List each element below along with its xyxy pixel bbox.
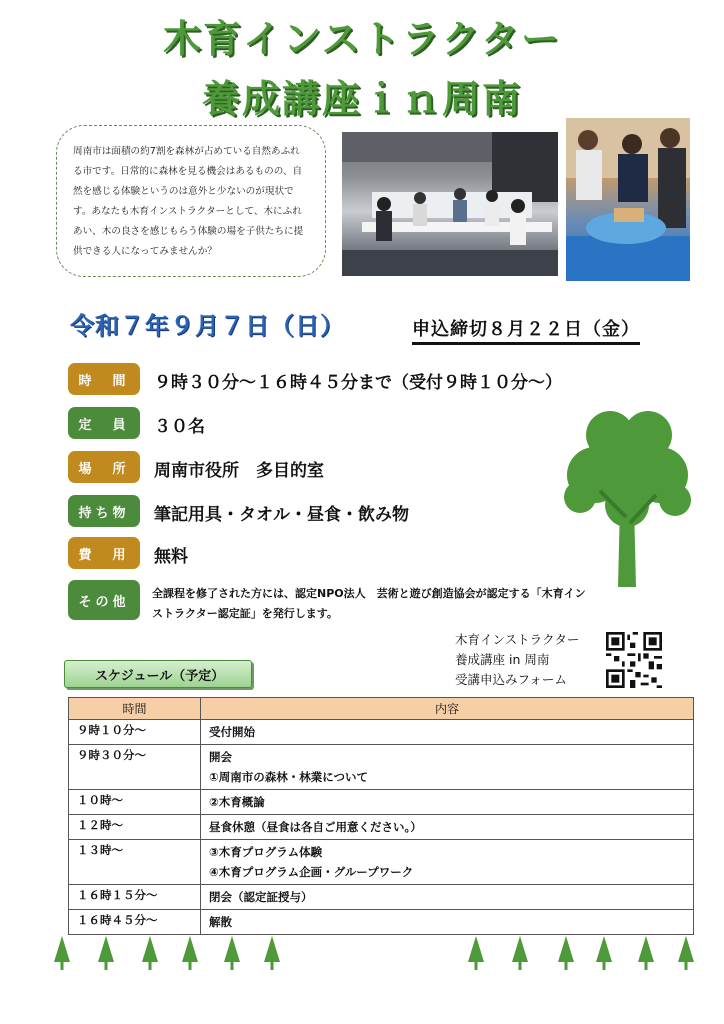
label-venue: 場 所 bbox=[68, 451, 140, 483]
small-tree-icon bbox=[222, 936, 242, 970]
row-time: ９時３０分～ bbox=[69, 745, 201, 790]
small-tree-icon bbox=[180, 936, 200, 970]
header-time: 時間 bbox=[69, 698, 201, 720]
small-tree-icon bbox=[556, 936, 576, 970]
form-line2: 養成講座 in 周南 bbox=[455, 652, 550, 667]
small-tree-icon bbox=[262, 936, 282, 970]
row-content bbox=[201, 815, 694, 840]
row-time: ９時１０分～ bbox=[69, 720, 201, 745]
row-content bbox=[201, 910, 694, 935]
row-content bbox=[201, 790, 694, 815]
value-venue: 周南市役所 多目的室 bbox=[154, 461, 324, 481]
table-row bbox=[69, 720, 694, 745]
value-time: ９時３０分～１６時４５分まで（受付９時１０分～） bbox=[154, 373, 562, 393]
row-item: 開会 bbox=[209, 750, 232, 764]
value-belongings: 筆記用具・タオル・昼食・飲み物 bbox=[154, 505, 409, 525]
header-content: 内容 bbox=[201, 698, 694, 720]
small-tree-icon bbox=[466, 936, 486, 970]
row-content bbox=[201, 885, 694, 910]
table-row bbox=[69, 885, 694, 910]
small-tree-icon bbox=[52, 936, 72, 970]
form-line3: 受講申込みフォーム bbox=[455, 672, 567, 687]
table-header-row bbox=[69, 698, 694, 720]
small-tree-icon bbox=[676, 936, 696, 970]
small-tree-icon bbox=[510, 936, 530, 970]
value-other: 全課程を修了された方には、認定NPO法人 芸術と遊び創造協会が認定する「木育インストラクター認定証」を発行します。 bbox=[152, 587, 586, 620]
label-capacity: 定 員 bbox=[68, 407, 140, 439]
schedule-table bbox=[68, 697, 694, 935]
row-item: ③木育プログラム体験 bbox=[209, 845, 323, 859]
row-item: 受付開始 bbox=[209, 725, 255, 739]
row-item: 閉会（認定証授与） bbox=[209, 890, 313, 904]
qr-code-icon[interactable] bbox=[606, 632, 662, 688]
small-tree-icon bbox=[140, 936, 160, 970]
table-row bbox=[69, 840, 694, 885]
value-capacity: ３０名 bbox=[154, 417, 205, 437]
row-time: １６時１５分～ bbox=[69, 885, 201, 910]
row-item: ②木育概論 bbox=[209, 795, 265, 809]
row-item: 解散 bbox=[209, 915, 232, 929]
tree-illustration bbox=[560, 405, 695, 590]
row-item: 昼食休憩（昼食は各自ご用意ください。） bbox=[209, 820, 422, 834]
table-row bbox=[69, 910, 694, 935]
application-form-label bbox=[455, 630, 579, 690]
form-line1: 木育インストラクター bbox=[455, 632, 580, 647]
row-time: １０時～ bbox=[69, 790, 201, 815]
kids-activity-photo bbox=[566, 118, 690, 281]
table-row bbox=[69, 745, 694, 790]
intro-text: 周南市は面積の約7割を森林が占めている自然あふれる市です。日常的に森林を見る機会はあるものの、自然を感じる体験というのは意外と少ないのが現状です。あなたも木育インストラクターとして、木にふれあい、木の良さを感じもらう体験の場を子供たちに提供できる人になってみませんか？ bbox=[56, 125, 326, 277]
label-time: 時 間 bbox=[68, 363, 140, 395]
label-other: その他 bbox=[68, 580, 140, 620]
row-time: １６時４５分～ bbox=[69, 910, 201, 935]
page-title-line1: 木育インストラクター bbox=[162, 17, 562, 61]
label-fee: 費 用 bbox=[68, 537, 140, 569]
small-tree-icon bbox=[636, 936, 656, 970]
small-tree-icon bbox=[594, 936, 614, 970]
schedule-tag: スケジュール（予定） bbox=[64, 660, 252, 688]
row-content bbox=[201, 840, 694, 885]
row-time: １３時～ bbox=[69, 840, 201, 885]
event-date: 令和７年９月７日（日） bbox=[70, 312, 345, 340]
page-title-line2: 養成講座ｉｎ周南 bbox=[201, 77, 522, 121]
row-content bbox=[201, 720, 694, 745]
row-content bbox=[201, 745, 694, 790]
row-item: ④木育プログラム企画・グループワーク bbox=[209, 865, 414, 879]
value-fee: 無料 bbox=[154, 547, 188, 567]
small-tree-icon bbox=[96, 936, 116, 970]
label-belongings: 持ち物 bbox=[68, 495, 140, 527]
table-row bbox=[69, 790, 694, 815]
row-time: １２時～ bbox=[69, 815, 201, 840]
table-row bbox=[69, 815, 694, 840]
application-deadline: 申込締切８月２２日（金） bbox=[412, 315, 640, 345]
classroom-photo bbox=[342, 132, 558, 276]
row-item: ①周南市の森林・林業について bbox=[209, 770, 369, 784]
